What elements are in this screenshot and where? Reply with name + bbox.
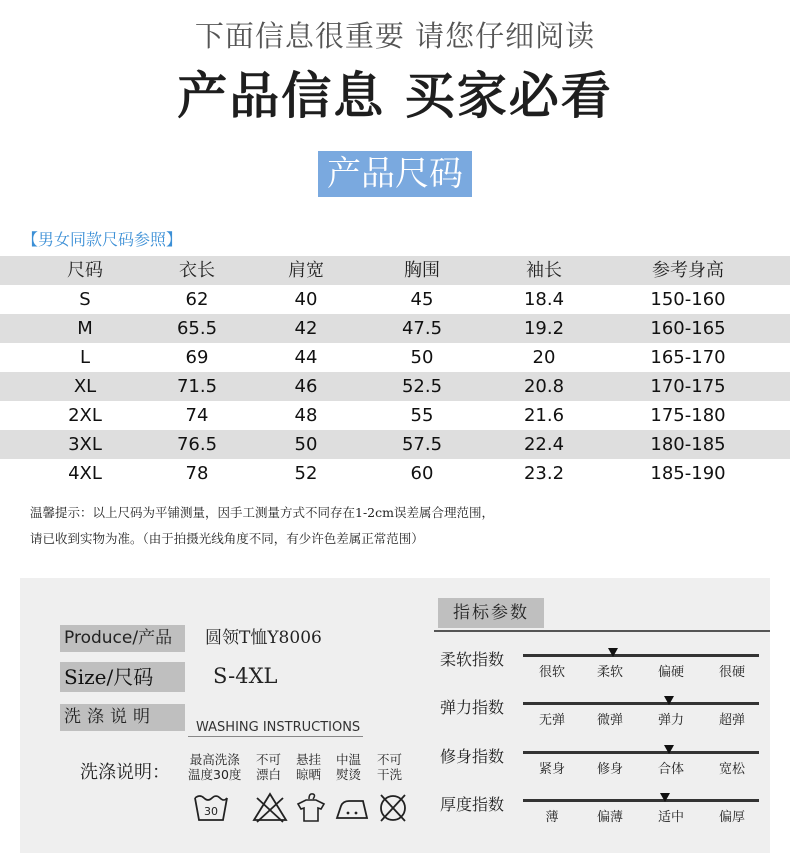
reference-title: 【男女同款尺码参照】 bbox=[22, 230, 183, 249]
table-cell: 62 bbox=[185, 289, 209, 310]
table-row bbox=[0, 314, 790, 343]
note-line-1: 温馨提示：以上尺码为平铺测量，因手工测量方式不同存在1-2cm误差属合理范围， bbox=[30, 505, 494, 520]
indicator-option: 修身 bbox=[596, 762, 624, 777]
table-cell: 19.2 bbox=[523, 318, 565, 339]
table-cell: 22.4 bbox=[523, 434, 565, 455]
table-header-row bbox=[0, 256, 790, 285]
table-header-cell: 肩宽 bbox=[288, 260, 324, 281]
size-badge: 产品尺码 bbox=[318, 151, 472, 197]
indicator-marker bbox=[664, 745, 674, 754]
table-cell: L bbox=[79, 347, 91, 368]
indicator-option: 超弹 bbox=[718, 713, 746, 728]
size-table bbox=[0, 256, 790, 488]
size-label: Size/尺码 bbox=[60, 662, 185, 692]
table-cell: 160-165 bbox=[650, 318, 726, 339]
product-value: 圆领T恤Y8006 bbox=[205, 628, 322, 648]
table-cell: 55 bbox=[410, 405, 434, 426]
table-cell: 40 bbox=[294, 289, 318, 310]
indicator-bar bbox=[523, 751, 759, 754]
table-cell: 69 bbox=[185, 347, 209, 368]
table-cell: 60 bbox=[410, 463, 434, 484]
table-row bbox=[0, 285, 790, 314]
header-title: 产品信息 买家必看 bbox=[177, 67, 613, 125]
table-cell: 52.5 bbox=[401, 376, 443, 397]
table-cell: 71.5 bbox=[176, 376, 218, 397]
table-cell: 52 bbox=[294, 463, 318, 484]
indicators-divider bbox=[434, 630, 770, 632]
wash-divider bbox=[188, 736, 363, 737]
indicator-name: 厚度指数 bbox=[440, 795, 505, 814]
indicator-bar bbox=[523, 702, 759, 705]
no-dry-clean-icon bbox=[374, 790, 412, 824]
hang-dry-icon bbox=[292, 790, 330, 824]
table-cell: 44 bbox=[294, 347, 318, 368]
table-cell: 23.2 bbox=[523, 463, 565, 484]
indicator-option: 薄 bbox=[545, 810, 559, 825]
wash-30-icon bbox=[192, 790, 230, 824]
indicator-marker bbox=[608, 648, 618, 657]
table-cell: 2XL bbox=[68, 405, 102, 426]
indicator-bar bbox=[523, 654, 759, 657]
table-cell: 76.5 bbox=[176, 434, 218, 455]
wash-temp-label: 30 bbox=[204, 805, 218, 818]
indicator-option: 偏薄 bbox=[596, 810, 624, 825]
note-line-2: 请已收到实物为准。（由于拍摄光线角度不同，有少许色差属正常范围） bbox=[30, 531, 424, 546]
table-cell: 48 bbox=[294, 405, 318, 426]
indicator-option: 偏厚 bbox=[718, 810, 746, 825]
table-cell: 65.5 bbox=[176, 318, 218, 339]
table-cell: 18.4 bbox=[523, 289, 565, 310]
product-info-panel bbox=[20, 578, 770, 853]
table-cell: XL bbox=[73, 376, 97, 397]
table-row bbox=[0, 343, 790, 372]
indicator-name: 弹力指数 bbox=[440, 698, 505, 717]
table-cell: 150-160 bbox=[650, 289, 726, 310]
indicator-option: 微弹 bbox=[596, 713, 624, 728]
table-cell: 20.8 bbox=[523, 376, 565, 397]
wash-item-text: 悬挂 晾晒 bbox=[296, 752, 322, 782]
indicator-name: 柔软指数 bbox=[440, 650, 505, 669]
table-cell: 20 bbox=[532, 347, 556, 368]
wash-english-label: WASHING INSTRUCTIONS bbox=[196, 720, 361, 735]
table-cell: 50 bbox=[410, 347, 434, 368]
indicator-option: 适中 bbox=[657, 810, 685, 825]
product-label: Produce/产品 bbox=[60, 625, 185, 652]
indicator-option: 柔软 bbox=[596, 665, 624, 680]
table-cell: M bbox=[77, 318, 93, 339]
table-row bbox=[0, 401, 790, 430]
table-cell: S bbox=[79, 289, 91, 310]
iron-medium-icon bbox=[333, 790, 371, 824]
table-row bbox=[0, 430, 790, 459]
wash-item-text: 中温 熨烫 bbox=[336, 752, 362, 782]
size-value: S-4XL bbox=[213, 664, 278, 688]
wash-label: 洗涤说明 bbox=[60, 704, 185, 731]
table-row bbox=[0, 459, 790, 488]
table-cell: 175-180 bbox=[650, 405, 726, 426]
indicator-option: 紧身 bbox=[538, 762, 566, 777]
indicator-option: 弹力 bbox=[657, 713, 685, 728]
indicator-option: 无弹 bbox=[538, 713, 566, 728]
indicator-option: 偏硬 bbox=[657, 665, 685, 680]
table-cell: 74 bbox=[185, 405, 209, 426]
table-cell: 50 bbox=[294, 434, 318, 455]
wash-item-text: 不可 干洗 bbox=[377, 752, 403, 782]
no-bleach-icon bbox=[251, 790, 289, 824]
table-cell: 21.6 bbox=[523, 405, 565, 426]
wash-item-text: 最高洗涤 温度30度 bbox=[188, 752, 242, 782]
table-cell: 57.5 bbox=[401, 434, 443, 455]
table-header-cell: 胸围 bbox=[404, 260, 440, 281]
indicator-marker bbox=[664, 696, 674, 705]
table-cell: 47.5 bbox=[401, 318, 443, 339]
table-cell: 45 bbox=[410, 289, 434, 310]
table-cell: 185-190 bbox=[650, 463, 726, 484]
indicator-bar bbox=[523, 799, 759, 802]
table-cell: 180-185 bbox=[650, 434, 726, 455]
wash-caption: 洗涤说明： bbox=[80, 762, 170, 783]
table-cell: 78 bbox=[185, 463, 209, 484]
table-cell: 3XL bbox=[68, 434, 102, 455]
table-header-cell: 尺码 bbox=[67, 260, 103, 281]
wash-item-text: 不可 漂白 bbox=[256, 752, 282, 782]
indicator-option: 合体 bbox=[657, 762, 685, 777]
table-row bbox=[0, 372, 790, 401]
table-header-cell: 袖长 bbox=[526, 260, 562, 281]
indicator-option: 很硬 bbox=[718, 665, 746, 680]
table-header-cell: 衣长 bbox=[179, 260, 215, 281]
table-header-cell: 参考身高 bbox=[652, 260, 724, 281]
table-cell: 42 bbox=[294, 318, 318, 339]
header-subtitle: 下面信息很重要 请您仔细阅读 bbox=[194, 19, 596, 53]
indicator-option: 宽松 bbox=[718, 762, 746, 777]
table-cell: 46 bbox=[294, 376, 318, 397]
indicator-option: 很软 bbox=[538, 665, 566, 680]
table-cell: 170-175 bbox=[650, 376, 726, 397]
indicator-name: 修身指数 bbox=[440, 747, 505, 766]
indicator-marker bbox=[660, 793, 670, 802]
indicators-title: 指标参数 bbox=[438, 598, 544, 628]
table-cell: 4XL bbox=[68, 463, 102, 484]
table-cell: 165-170 bbox=[650, 347, 726, 368]
